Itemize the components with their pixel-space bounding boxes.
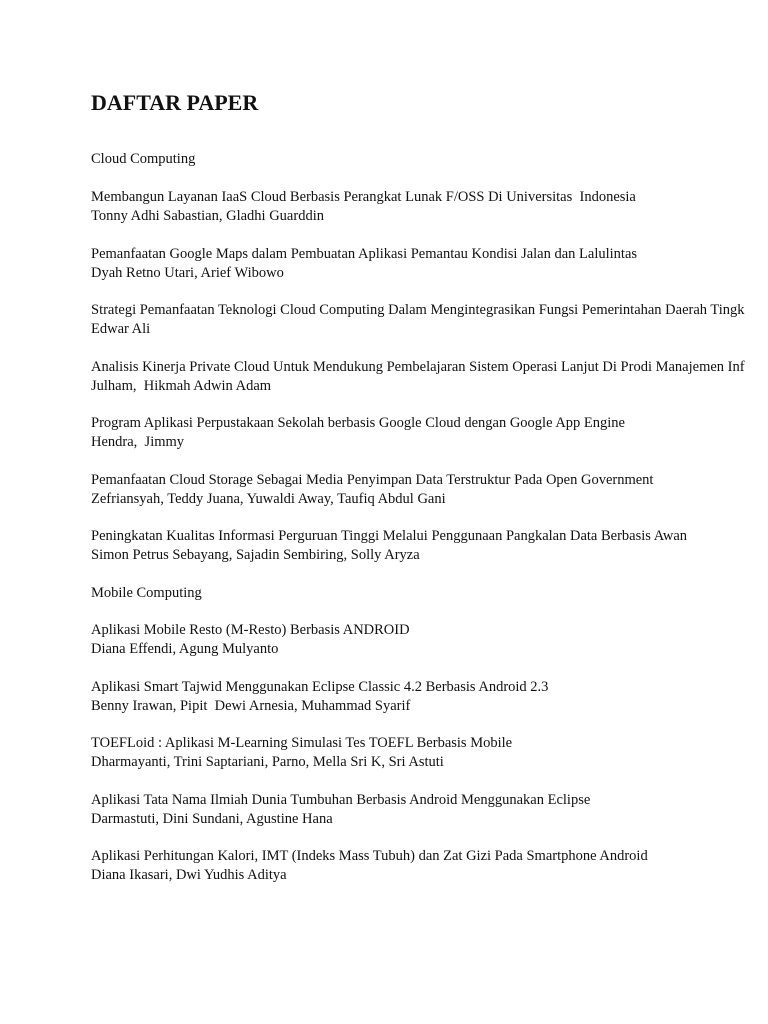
section-heading-cloud-computing: Cloud Computing (91, 151, 196, 167)
paper-title: Aplikasi Smart Tajwid Menggunakan Eclipse Classic 4.2 Berbasis Android 2.3 (91, 679, 549, 695)
paper-entry (91, 188, 636, 226)
paper-entry (91, 791, 590, 829)
paper-entry (91, 678, 548, 716)
paper-title: Aplikasi Perhitungan Kalori, IMT (Indeks Mass Tubuh) dan Zat Gizi Pada Smartphone Android (91, 848, 648, 864)
paper-title: Pemanfaatan Cloud Storage Sebagai Media Penyimpan Data Terstruktur Pada Open Government (91, 472, 654, 488)
paper-entry (91, 471, 653, 509)
paper-authors: Dharmayanti, Trini Saptariani, Parno, Mella Sri K, Sri Astuti (91, 754, 444, 770)
paper-title: Membangun Layanan IaaS Cloud Berbasis Perangkat Lunak F/OSS Di Universitas Indonesia (91, 189, 636, 205)
paper-title: Aplikasi Tata Nama Ilmiah Dunia Tumbuhan Berbasis Android Menggunakan Eclipse (91, 792, 591, 808)
paper-authors: Darmastuti, Dini Sundani, Agustine Hana (91, 811, 333, 827)
paper-title: Peningkatan Kualitas Informasi Perguruan Tinggi Melalui Penggunaan Pangkalan Data Berbasis Awan (91, 528, 688, 544)
paper-authors: Julham, Hikmah Adwin Adam (91, 378, 272, 394)
paper-authors: Zefriansyah, Teddy Juana, Yuwaldi Away, Taufiq Abdul Gani (91, 491, 446, 507)
page-title: DAFTAR PAPER (91, 90, 259, 115)
paper-entry (91, 621, 410, 659)
section-heading-mobile-computing: Mobile Computing (91, 585, 202, 601)
paper-title: Program Aplikasi Perpustakaan Sekolah berbasis Google Cloud dengan Google App Engine (91, 415, 625, 431)
paper-entry (91, 245, 637, 283)
paper-title: Analisis Kinerja Private Cloud Untuk Mendukung Pembelajaran Sistem Operasi Lanjut Di Prodi Manajemen Inf (91, 359, 745, 375)
paper-entry (91, 414, 625, 452)
paper-entry (91, 358, 745, 396)
paper-authors: Benny Irawan, Pipit Dewi Arnesia, Muhammad Syarif (91, 698, 411, 714)
paper-entry (91, 527, 687, 565)
paper-authors: Diana Ikasari, Dwi Yudhis Aditya (91, 867, 287, 883)
paper-authors: Diana Effendi, Agung Mulyanto (91, 641, 279, 657)
paper-authors: Dyah Retno Utari, Arief Wibowo (91, 265, 284, 281)
paper-entry (91, 301, 745, 339)
paper-authors: Simon Petrus Sebayang, Sajadin Sembiring, Solly Aryza (91, 547, 420, 563)
paper-authors: Edwar Ali (91, 321, 151, 337)
paper-authors: Hendra, Jimmy (91, 434, 185, 450)
paper-title: Pemanfaatan Google Maps dalam Pembuatan Aplikasi Pemantau Kondisi Jalan dan Lalulintas (91, 246, 638, 262)
paper-authors: Tonny Adhi Sabastian, Gladhi Guarddin (91, 208, 324, 224)
paper-title: TOEFLoid : Aplikasi M-Learning Simulasi Tes TOEFL Berbasis Mobile (91, 735, 513, 751)
paper-title: Strategi Pemanfaatan Teknologi Cloud Computing Dalam Mengintegrasikan Fungsi Pemerintahan Daerah Tingk (91, 302, 745, 318)
paper-entry (91, 847, 648, 885)
paper-title: Aplikasi Mobile Resto (M-Resto) Berbasis ANDROID (91, 622, 410, 638)
paper-entry (91, 734, 512, 772)
